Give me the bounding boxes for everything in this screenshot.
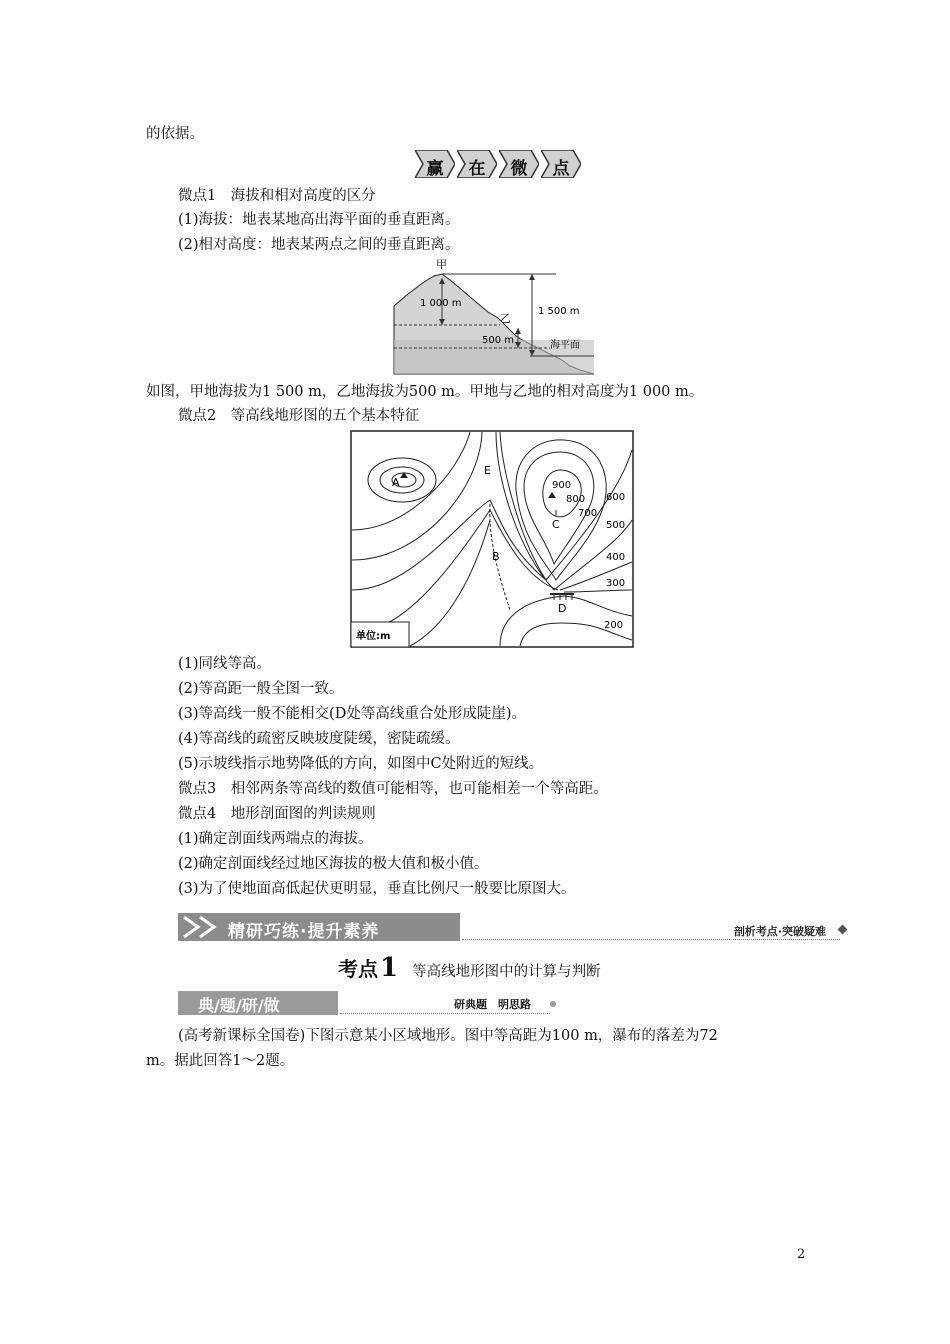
banner-win-micro-points (415, 150, 583, 180)
label-d: D (558, 602, 567, 615)
label-sea-level: 海平面 (550, 340, 580, 351)
text-line: (1)同线等高。 (178, 656, 272, 672)
contour-label: 800 (566, 494, 586, 505)
dotted-divider (340, 1013, 550, 1014)
diamond-icon (838, 925, 848, 935)
label-500m: 500 m (482, 335, 515, 346)
label-b: B (492, 550, 500, 563)
text-line: 微点1 海拔和相对高度的区分 (178, 188, 376, 204)
example-subtitle: 研典题 明思路 (454, 998, 531, 1011)
example-title: 典/题/研/做 (198, 996, 280, 1015)
contour-label: 900 (552, 480, 572, 491)
example-header-bar (178, 991, 578, 1017)
topic-title: 等高线地形图中的计算与判断 (412, 964, 601, 980)
section-header-bar (178, 913, 848, 943)
text-line: (3)等高线一般不能相交(D处等高线重合处形成陡崖)。 (178, 706, 526, 722)
banner-chevron: 点 (541, 150, 581, 178)
text-line: 的依据。 (146, 126, 204, 142)
text-line: (2)相对高度：地表某两点之间的垂直距离。 (178, 237, 460, 253)
banner-chevron: 在 (457, 150, 497, 178)
label-1000m: 1 000 m (420, 298, 462, 309)
dotted-divider (462, 939, 840, 940)
contour-label: 300 (606, 578, 626, 589)
question-text: m。据此回答1～2题。 (146, 1053, 295, 1069)
contour-label: 400 (606, 552, 626, 563)
text-line: (3)为了使地面高低起伏更明显，垂直比例尺一般要比原图大。 (178, 881, 576, 897)
double-chevron-icon (182, 916, 226, 938)
text-line: (1)海拔：地表某地高出海平面的垂直距离。 (178, 212, 460, 228)
dot-icon (550, 1001, 556, 1007)
topic-number: 1 (380, 953, 399, 983)
unit-label: 单位:m (356, 631, 391, 642)
label-1500m: 1 500 m (538, 306, 580, 317)
contour-map (350, 430, 634, 648)
label-yi: 乙 (500, 312, 511, 325)
contour-label: 700 (578, 508, 598, 519)
text-line: (2)等高距一般全图一致。 (178, 681, 344, 697)
topic-label: 考点 (338, 957, 378, 981)
text-line: 如图，甲地海拔为1 500 m，乙地海拔为500 m。甲地与乙地的相对高度为1 000 m。 (146, 384, 704, 400)
text-line: 微点3 相邻两条等高线的数值可能相等，也可能相差一个等高距。 (178, 781, 608, 797)
contour-label: 500 (606, 520, 626, 531)
label-e: E (484, 464, 491, 477)
section-subtitle: 剖析考点·突破疑难 (733, 925, 826, 938)
label-a: A (392, 476, 400, 489)
altitude-diagram (390, 256, 600, 376)
text-line: 微点2 等高线地形图的五个基本特征 (178, 408, 420, 424)
text-line: (1)确定剖面线两端点的海拔。 (178, 831, 373, 847)
question-text: (高考新课标全国卷)下图示意某小区域地形。图中等高距为100 m，瀑布的落差为72 (178, 1028, 718, 1044)
topic-heading (338, 953, 601, 987)
text-line: 微点4 地形剖面图的判读规则 (178, 806, 376, 822)
contour-label: 600 (606, 492, 626, 503)
section-title: 精研巧练·提升素养 (228, 922, 380, 942)
page-number: 2 (797, 1247, 806, 1262)
text-line: (5)示坡线指示地势降低的方向，如图中C处附近的短线。 (178, 756, 544, 772)
banner-chevron: 微 (499, 150, 539, 178)
label-c: C (552, 518, 560, 531)
text-line: (4)等高线的疏密反映坡度陡缓，密陡疏缓。 (178, 731, 460, 747)
label-jia: 甲 (436, 258, 447, 271)
contour-label: 200 (604, 620, 624, 631)
banner-chevron: 赢 (415, 150, 455, 178)
text-line: (2)确定剖面线经过地区海拔的极大值和极小值。 (178, 856, 489, 872)
